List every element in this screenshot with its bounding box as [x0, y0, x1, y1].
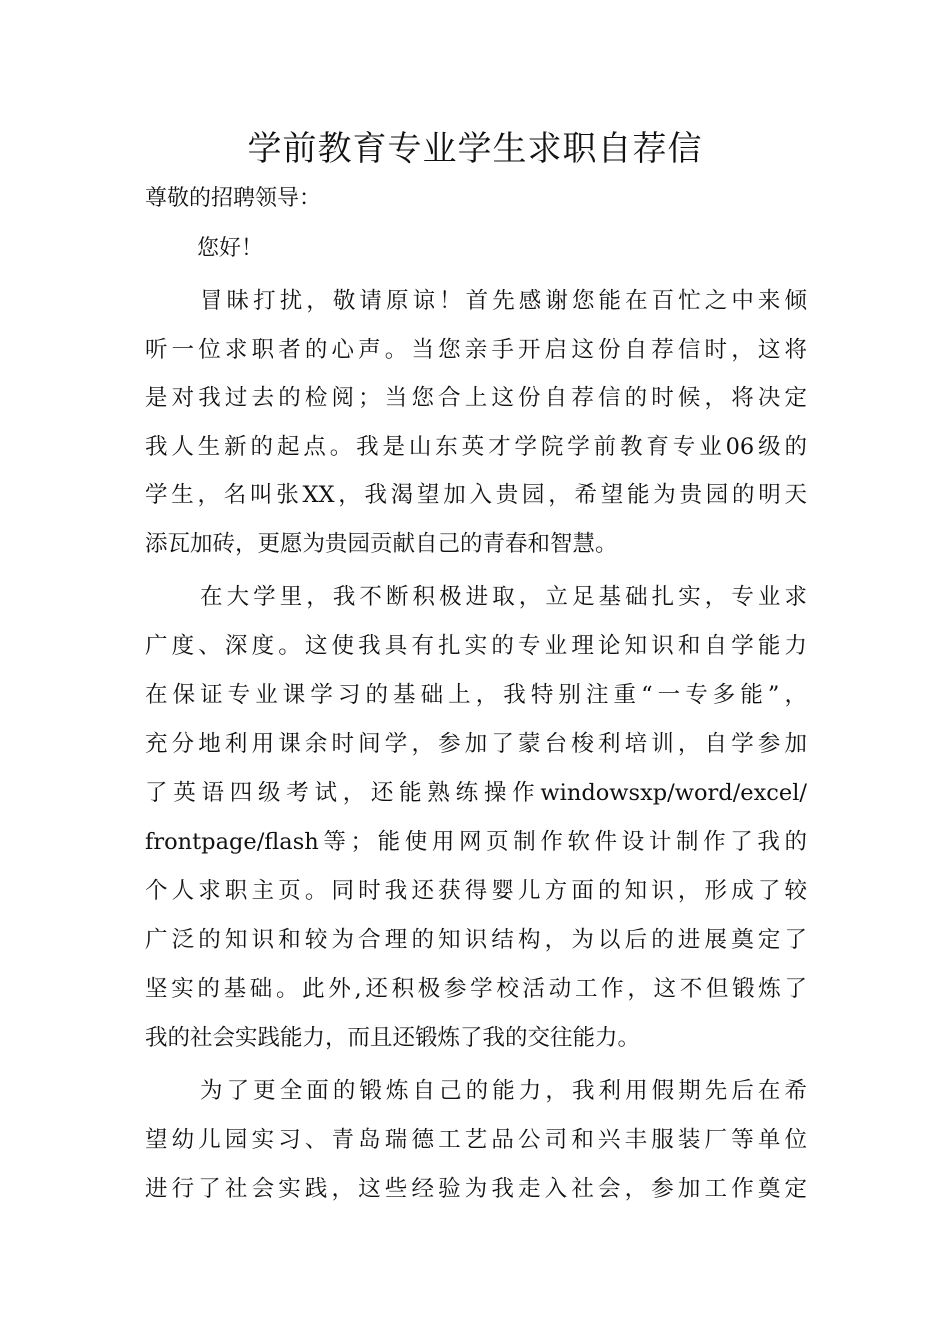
document-title: 学前教育专业学生求职自荐信	[247, 129, 703, 169]
paragraph-line: 广泛的知识和较为合理的知识结构，为以后的进展奠定了	[145, 927, 807, 953]
paragraph-line: 坚实的基础。此外,还积极参学校活动工作，这不但锻炼了	[145, 976, 807, 1002]
paragraph-line: 望幼儿园实习、青岛瑞德工艺品公司和兴丰服装厂等单位	[145, 1127, 807, 1153]
paragraph-line: 我人生新的起点。我是山东英才学院学前教育专业06级的	[145, 434, 807, 460]
salutation: 尊敬的招聘领导：	[145, 186, 322, 211]
paragraph-line: 学生，名叫张XX，我渴望加入贵园，希望能为贵园的明天	[145, 482, 807, 508]
paragraph-line: 冒昧打扰，敬请原谅！首先感谢您能在百忙之中来倾	[200, 288, 807, 314]
paragraph-line: 我的社会实践能力，而且还锻炼了我的交往能力。	[145, 1025, 641, 1051]
paragraph-line: 为了更全面的锻炼自己的能力，我利用假期先后在希	[200, 1078, 807, 1104]
greeting: 您好！	[197, 236, 264, 261]
paragraph-line: 添瓦加砖，更愿为贵园贡献自己的青春和智慧。	[145, 531, 618, 557]
paragraph-line: frontpage/flash等；能使用网页制作软件设计制作了我的	[145, 829, 807, 855]
paragraph-line: 是对我过去的检阅；当您合上这份自荐信的时候，将决定	[145, 385, 807, 411]
paragraph-line: 了英语四级考试，还能熟练操作windowsxp/word/excel/	[145, 780, 807, 806]
paragraph-line: 广度、深度。这使我具有扎实的专业理论知识和自学能力	[145, 633, 807, 659]
paragraph-line: 充分地利用课余时间学，参加了蒙台梭利培训，自学参加	[145, 731, 807, 757]
paragraph-line: 听一位求职者的心声。当您亲手开启这份自荐信时，这将	[145, 337, 807, 363]
paragraph-line: 在大学里，我不断积极进取，立足基础扎实，专业求	[200, 584, 807, 610]
paragraph-line: 进行了社会实践，这些经验为我走入社会，参加工作奠定	[145, 1176, 807, 1202]
paragraph-line: 个人求职主页。同时我还获得婴儿方面的知识，形成了较	[145, 878, 807, 904]
paragraph-line: 在保证专业课学习的基础上，我特别注重“一专多能”，	[145, 682, 807, 708]
